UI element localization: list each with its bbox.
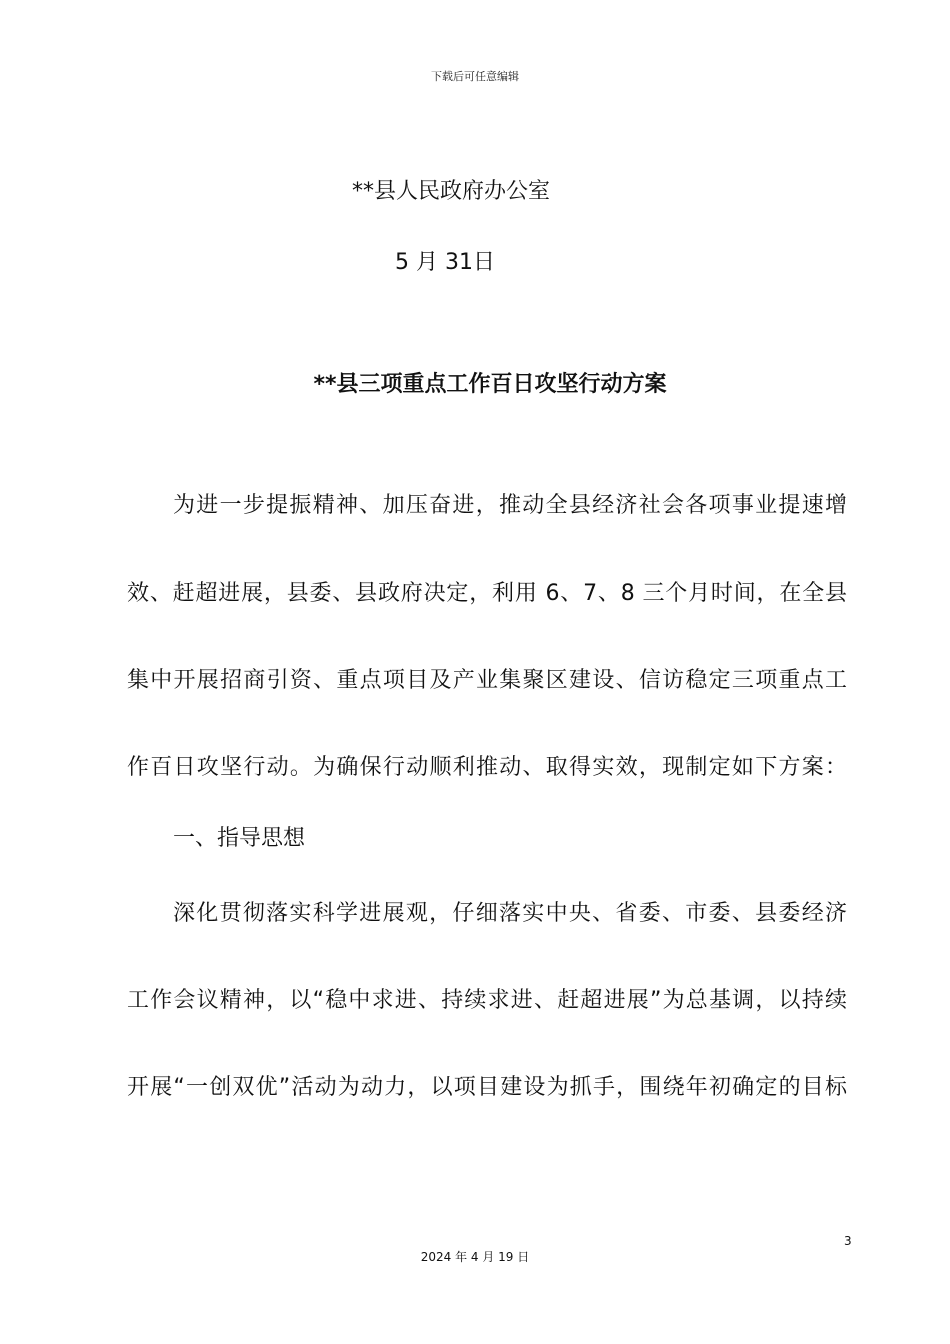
paragraph-line: 集中开展招商引资、重点项目及产业集聚区建设、信访稳定三项重点工 <box>127 668 847 693</box>
paragraph-line: 工作会议精神，以“稳中求进、持续求进、赶超进展”为总基调，以持续 <box>127 988 847 1013</box>
paragraph-line: 开展“一创双优”活动为动力，以项目建设为抓手，围绕年初确定的目标 <box>127 1075 847 1100</box>
paragraph-line: 效、赶超进展，县委、县政府决定，利用 6、7、8 三个月时间，在全县 <box>127 581 847 606</box>
paragraph-line: 为进一步提振精神、加压奋进，推动全县经济社会各项事业提速增 <box>173 493 847 518</box>
paragraph-line: 作百日攻坚行动。为确保行动顺利推动、取得实效，现制定如下方案： <box>127 755 847 780</box>
signature-date: 5 月 31日 <box>395 250 495 275</box>
signature-organization: **县人民政府办公室 <box>352 179 551 204</box>
footer-date: 2024 年 4 月 19 日 <box>420 1250 530 1264</box>
page-number: 3 <box>844 1234 852 1248</box>
paragraph-line: 深化贯彻落实科学进展观，仔细落实中央、省委、市委、县委经济 <box>173 901 847 926</box>
document-title: **县三项重点工作百日攻坚行动方案 <box>313 372 667 397</box>
header-note: 下载后可任意编辑 <box>431 70 519 83</box>
section-heading: 一、指导思想 <box>173 826 306 851</box>
